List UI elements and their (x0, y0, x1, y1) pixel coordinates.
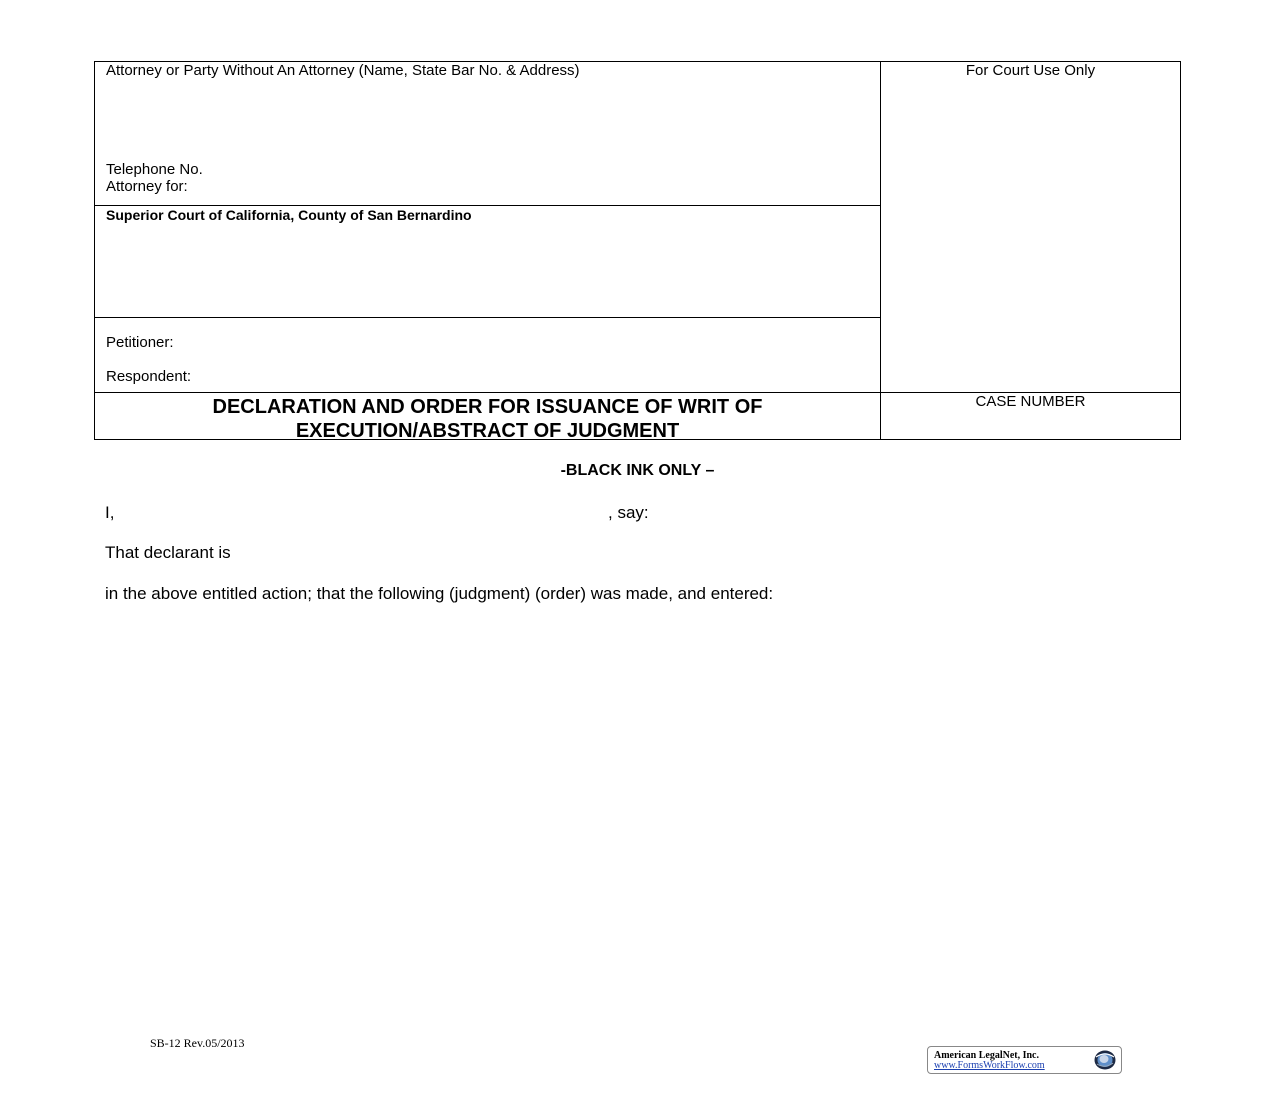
declarant-suffix: , say: (608, 503, 649, 522)
judgment-details-area[interactable] (105, 615, 1181, 1015)
form-title (95, 395, 880, 443)
declarant-name-field[interactable] (122, 500, 602, 524)
respondent-label: Respondent: (106, 368, 192, 385)
form-title-line2: EXECUTION/ABSTRACT OF JUDGMENT (295, 420, 680, 442)
court-use-label: For Court Use Only (965, 62, 1096, 79)
case-number-label: CASE NUMBER (975, 393, 1086, 410)
globe-logo-icon (1093, 1049, 1117, 1071)
court-name-cell[interactable] (95, 206, 881, 318)
form-title-line1: DECLARATION AND ORDER FOR ISSUANCE OF WRIT OF (212, 396, 763, 418)
declarant-prefix: I, (105, 503, 115, 522)
attorney-label: Attorney or Party Without An Attorney (Name, State Bar No. & Address) (106, 62, 580, 79)
legalnet-logo[interactable] (927, 1046, 1122, 1074)
parties-cell[interactable] (95, 318, 881, 393)
logo-company-name: American LegalNet, Inc. (934, 1050, 1039, 1061)
court-name: Superior Court of California, County of San Bernardino (106, 207, 472, 223)
case-number-cell[interactable] (881, 393, 1180, 440)
form-revision: SB-12 Rev.05/2013 (150, 1036, 245, 1050)
court-use-cell (881, 62, 1180, 393)
ink-notice: -BLACK INK ONLY – (560, 462, 715, 479)
declarant-is-text: That declarant is (105, 543, 231, 562)
case-caption-form (94, 61, 1181, 440)
telephone-label: Telephone No. (106, 161, 203, 178)
form-title-cell (95, 393, 881, 440)
attorney-info-cell[interactable] (95, 62, 881, 206)
attorney-for-label: Attorney for: (106, 178, 188, 195)
petitioner-label: Petitioner: (106, 334, 174, 351)
logo-url-link[interactable]: www.FormsWorkFlow.com (934, 1060, 1045, 1071)
judgment-statement: in the above entitled action; that the following (judgment) (order) was made, and entered: (105, 584, 774, 603)
declarant-role-field[interactable] (282, 540, 982, 564)
